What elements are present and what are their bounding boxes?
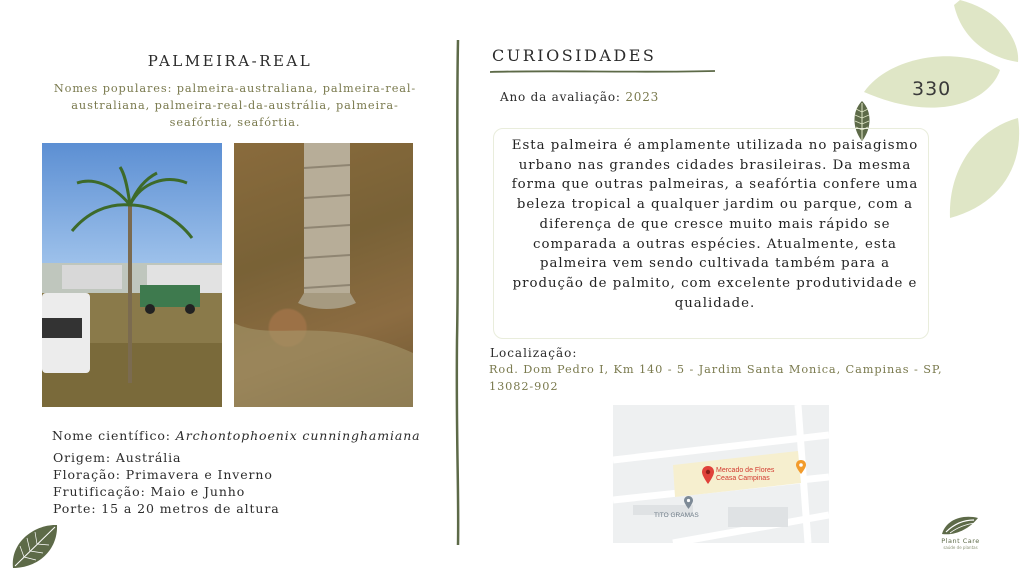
map-place-name[interactable] <box>716 467 774 483</box>
corner-leaf-icon <box>10 522 60 570</box>
popular-names-value: palmeira-australiana, palmeira-real-australiana, palmeira-real-da-austrália, palmeira-seafórtia, seafórtia. <box>71 82 417 129</box>
popular-names-label: Nomes populares: <box>53 82 173 95</box>
map-secondary-place[interactable]: TITO GRAMAS <box>654 512 699 519</box>
palm-tree-photo <box>42 143 222 407</box>
map-pin-icon[interactable] <box>702 466 714 484</box>
plant-care-logo-icon <box>940 514 980 536</box>
year-value: 2023 <box>625 90 660 104</box>
gray-pin-icon[interactable] <box>684 496 693 509</box>
location-address: Rod. Dom Pedro I, Km 140 - 5 - Jardim Santa Monica, Campinas - SP, 13082-902 <box>489 363 943 393</box>
scientific-name-value: Archontophoenix cunninghamiana <box>175 428 421 443</box>
evaluation-year <box>500 90 659 104</box>
logo-tagline: saúde de plantas <box>943 545 978 550</box>
scientific-name-label: Nome científico: <box>52 428 176 443</box>
page-number: 330 <box>912 78 952 100</box>
year-label: Ano da avaliação: <box>500 90 626 104</box>
map-place-line1: Mercado de Flores <box>716 467 775 474</box>
fact-floracao: Floração: Primavera e Inverno <box>53 467 273 482</box>
fact-origem: Origem: Austrália <box>53 450 182 465</box>
curiosidades-text: Esta palmeira é amplamente utilizada no paisagismo urbano nas grandes cidades brasileiras. Da mesma forma que outras palmeiras, a seafórtia confere uma beleza tropical a qualquer jardim ou parque, com a diferença de que cresce muito mais rápido se comparada a outras espécies. Atualmente, esta palmeira vem sendo cultivada também para a produção de palmito, com excelente produtividade e qualidade. <box>511 138 919 311</box>
popular-names <box>40 80 430 131</box>
plant-facts <box>53 449 280 517</box>
map-place-line2: Ceasa Campinas <box>716 475 770 482</box>
location-map[interactable] <box>613 405 829 543</box>
location-label: Localização: <box>490 346 578 360</box>
vertical-divider <box>455 40 461 545</box>
palm-trunk-photo <box>234 143 413 407</box>
title-underline <box>490 69 715 75</box>
scientific-name <box>52 428 421 443</box>
logo-name: Plant Care <box>941 537 980 545</box>
fact-frutificacao: Frutificação: Maio e Junho <box>53 484 246 499</box>
curiosidades-title: CURIOSIDADES <box>492 46 657 65</box>
plant-title: PALMEIRA-REAL <box>147 52 313 70</box>
food-pin-icon[interactable] <box>796 460 806 474</box>
fact-porte: Porte: 15 a 20 metros de altura <box>53 501 280 516</box>
